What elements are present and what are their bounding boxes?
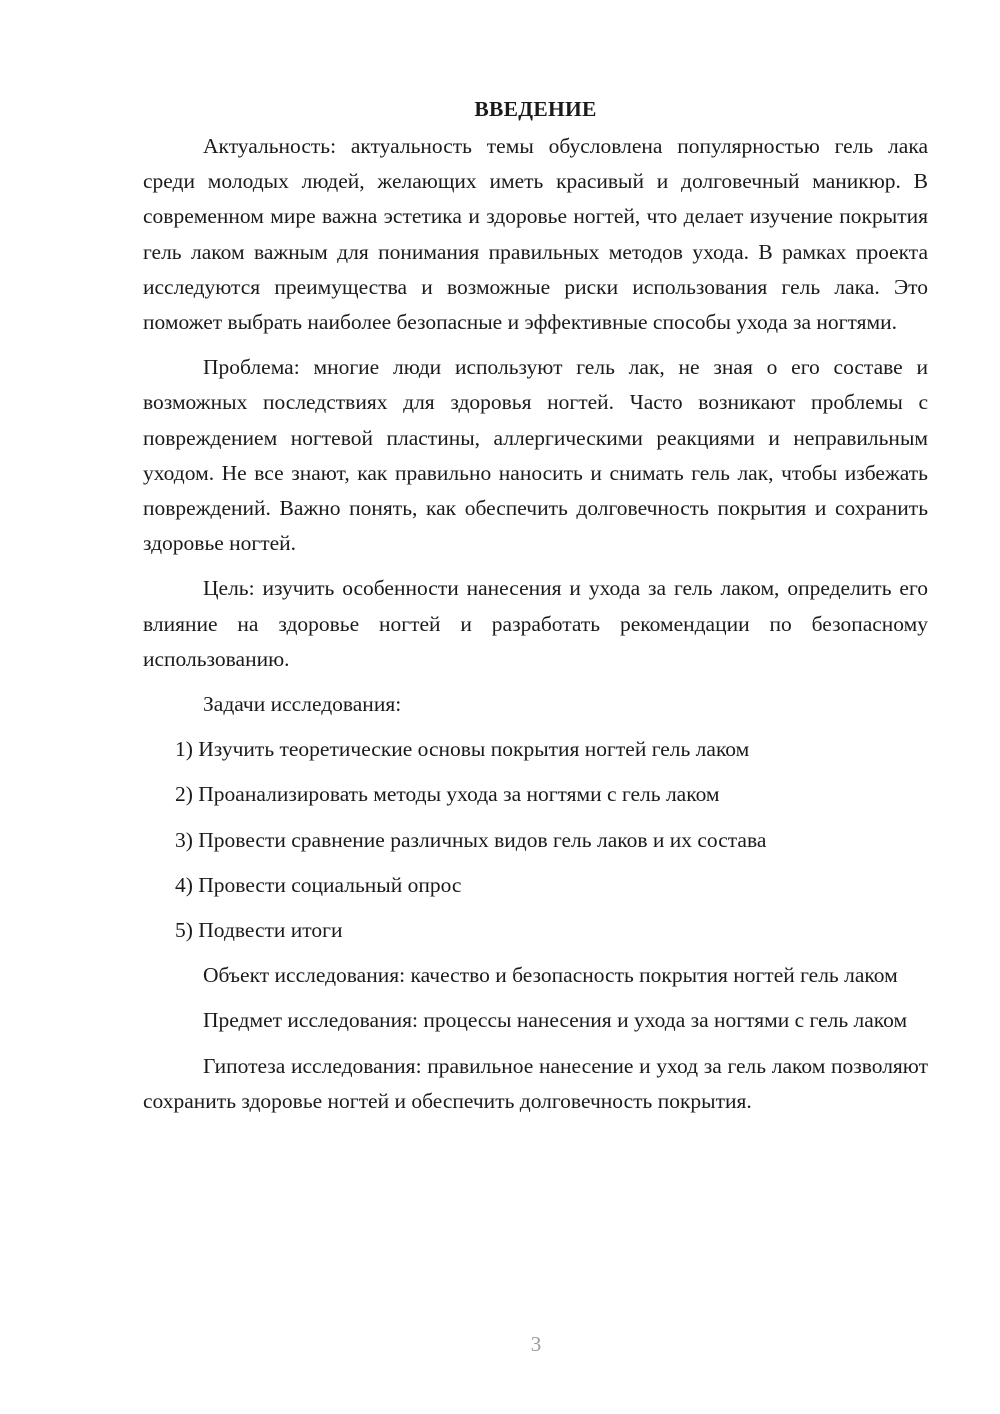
tasks-heading: Задачи исследования:	[203, 692, 402, 717]
goal-paragraph: Цель: изучить особенности нанесения и ухода за гель лаком, определить его влияние на здоровье ногтей и разработать рекомендации по безопасному использованию.	[143, 576, 928, 671]
task-list	[143, 732, 928, 948]
document-page	[143, 92, 928, 1119]
task-item: 1) Изучить теоретические основы покрытия ногтей гель лаком	[175, 737, 750, 762]
relevance-paragraph: Актуальность: актуальность темы обусловлена популярностью гель лака среди молодых людей, желающих иметь красивый и долговечный маникюр. В современном мире важна эстетика и здоровье ногтей, что делает изучение покрытия гель лаком важным для понимания правильных методов ухода. В рамках проекта исследуются преимущества и возможные риски использования гель лака. Это поможет выбрать наиболее безопасные и эффективные способы ухода за ногтями.	[143, 134, 928, 335]
task-item: 4) Провести социальный опрос	[175, 872, 462, 897]
page-title: ВВЕДЕНИЕ	[474, 97, 597, 121]
problem-paragraph: Проблема: многие люди используют гель лак, не зная о его составе и возможных последствиях для здоровья ногтей. Часто возникают проблемы с повреждением ногтевой пластины, аллергическими реакциями и неправильным уходом. Не все знают, как правильно наносить и снимать гель лак, чтобы избежать повреждений. Важно понять, как обеспечить долговечность покрытия и сохранить здоровье ногтей.	[143, 355, 928, 556]
task-item: 3) Провести сравнение различных видов гель лаков и их состава	[175, 827, 767, 852]
page-number: 3	[530, 1332, 542, 1356]
object-paragraph: Объект исследования: качество и безопасность покрытия ногтей гель лаком	[203, 963, 898, 988]
hypothesis-paragraph: Гипотеза исследования: правильное нанесение и уход за гель лаком позволяют сохранить здоровье ногтей и обеспечить долговечность покрытия.	[143, 1053, 928, 1113]
subject-paragraph: Предмет исследования: процессы нанесения и ухода за ногтями с гель лаком	[203, 1008, 908, 1033]
task-item: 2) Проанализировать методы ухода за ногтями с гель лаком	[175, 782, 720, 807]
task-item: 5) Подвести итоги	[175, 918, 343, 943]
